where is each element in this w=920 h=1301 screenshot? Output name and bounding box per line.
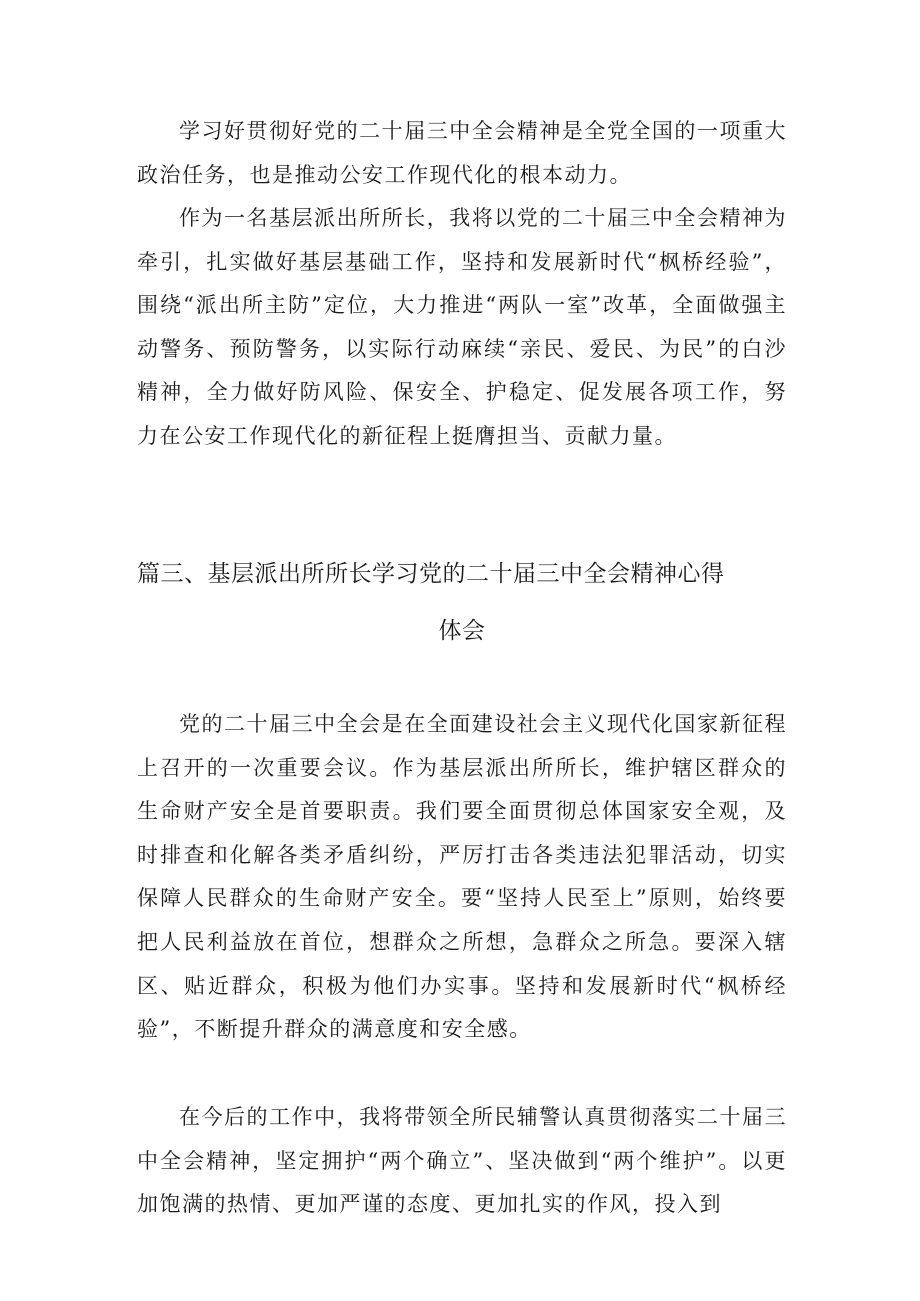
body-paragraph: 党的二十届三中全会是在全面建设社会主义现代化国家新征程上召开的一次重要会议。作为基层派出所所长，维护辖区群众的生命财产安全是首要职责。我们要全面贯彻总体国家安全观，及时排查和化解各类矛盾纠纷，严厉打击各类违法犯罪活动，切实保障人民群众的生命财产安全。要“坚持人民至上”原则，始终要把人民利益放在首位，想群众之所想，急群众之所急。要深入辖区、贴近群众，积极为他们办实事。坚持和发展新时代“枫桥经验”，不断提升群众的满意度和安全感。: [137, 712, 787, 1042]
body-paragraph: 学习好贯彻好党的二十届三中全会精神是全党全国的一项重大政治任务，也是推动公安工作现代化的根本动力。: [137, 119, 787, 187]
body-paragraph: 作为一名基层派出所所长，我将以党的二十届三中全会精神为牵引，扎实做好基层基础工作，坚持和发展新时代“枫桥经验”，围绕“派出所主防”定位，大力推进“两队一室”改革，全面做强主动警务、预防警务，以实际行动麻续“亲民、爱民、为民”的白沙精神，全力做好防风险、保安全、护稳定、促发展各项工作，努力在公安工作现代化的新征程上挺膺担当、贡献力量。: [137, 206, 787, 448]
body-paragraph: 在今后的工作中，我将带领全所民辅警认真贯彻落实二十届三中全会精神，坚定拥护“两个确立”、坚决做到“两个维护”。以更加饱满的热情、更加严谨的态度、更加扎实的作风，投入到: [137, 1105, 787, 1217]
section-heading-line2: 体会: [438, 618, 486, 644]
section-heading-line1: 篇三、基层派出所所长学习党的二十届三中全会精神心得: [137, 561, 725, 587]
section-heading: [137, 546, 787, 660]
